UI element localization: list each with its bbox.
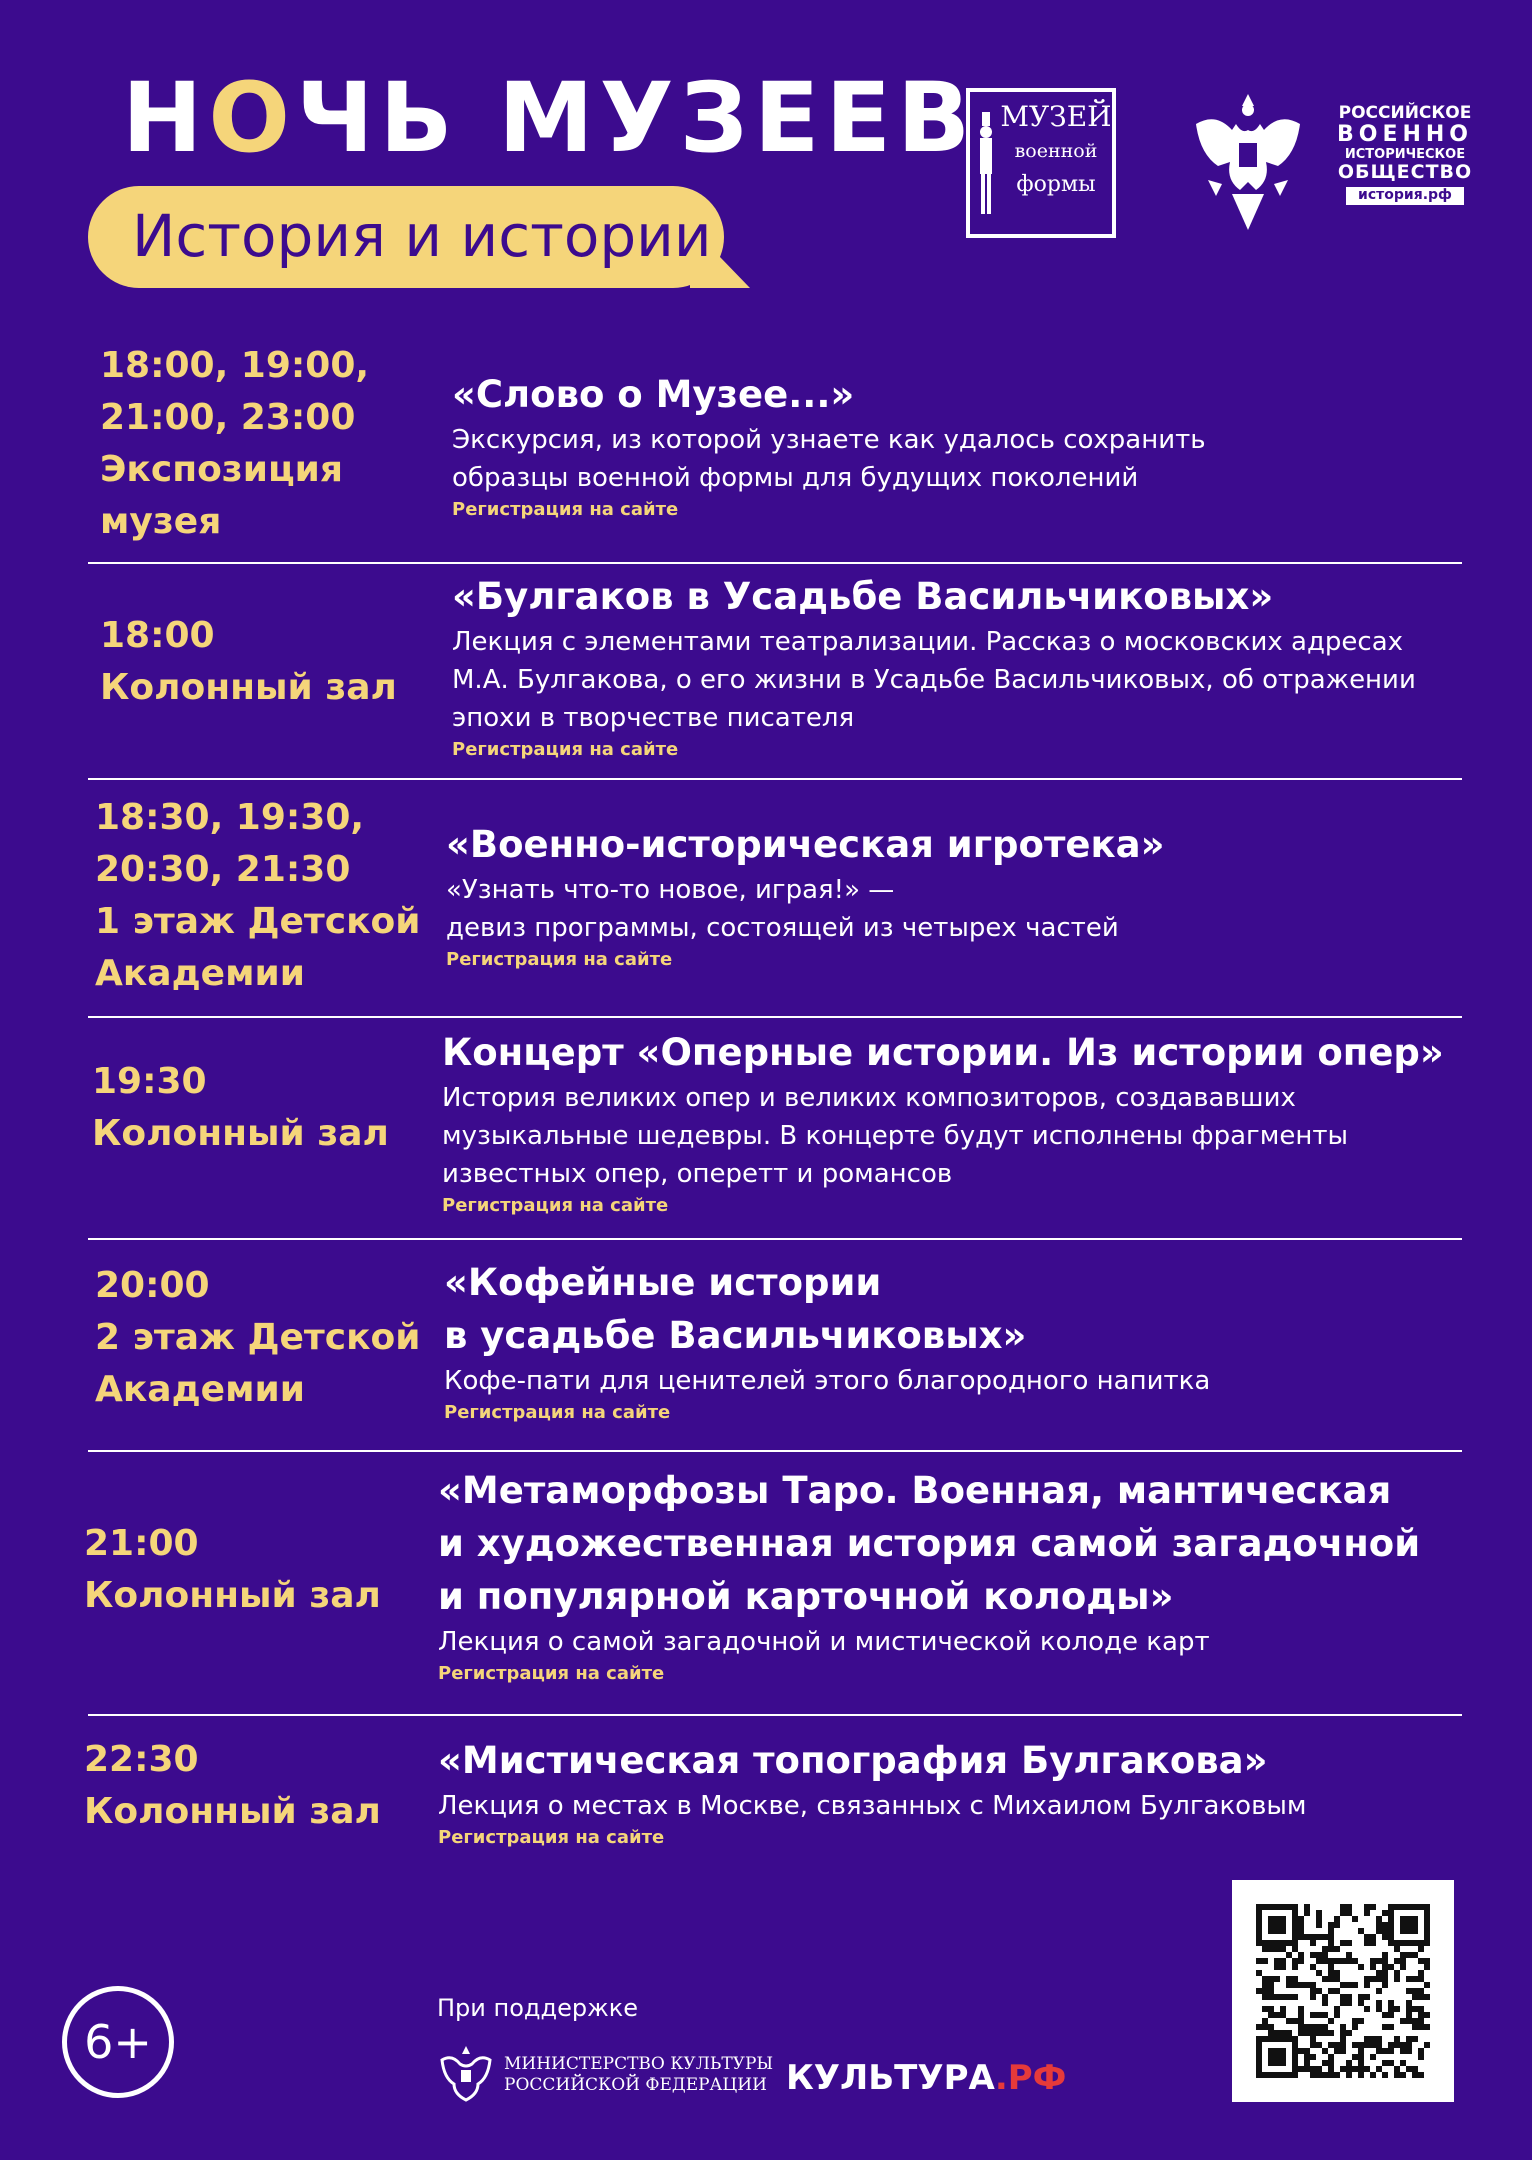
subtitle: История и истории <box>132 202 712 270</box>
divider <box>88 778 1462 780</box>
event-title: «Слово о Музее...» <box>452 373 855 416</box>
event-title: «Мистическая топография Булгакова» <box>438 1739 1268 1782</box>
event-title: «Кофейные истории <box>444 1261 882 1304</box>
museum-logo-line3: формы <box>1016 172 1096 197</box>
registration-link[interactable]: Регистрация на сайте <box>438 1663 665 1684</box>
event-details: «Мистическая топография Булгакова» Лекция о местах в Москве, связанных с Михаилом Булгаковым Регистрация на сайте <box>438 1734 1307 1851</box>
crescent-moon-letter: О <box>208 62 296 174</box>
museum-military-uniform-logo <box>966 88 1116 238</box>
registration-link[interactable]: Регистрация на сайте <box>442 1195 669 1216</box>
registration-link[interactable]: Регистрация на сайте <box>452 499 679 520</box>
kultura-rf-logo: КУЛЬТУРА.РФ <box>786 2058 1067 2098</box>
qr-code[interactable] <box>1232 1880 1454 2102</box>
event-time-location: 20:00 2 этаж Детской Академии <box>95 1265 421 1410</box>
event-title: Концерт «Оперные истории. Из истории опер» <box>442 1031 1444 1074</box>
event-time-location: 18:30, 19:30, 20:30, 21:30 1 этаж Детской Академии <box>95 797 421 994</box>
event-details: «Слово о Музее...» Экскурсия, из которой узнаете как удалось сохранить образцы военной формы для будущих поколений Регистрация на сайте <box>452 368 1206 523</box>
registration-link[interactable]: Регистрация на сайте <box>444 1402 671 1423</box>
age-rating-badge: 6+ <box>62 1986 174 2098</box>
ministry-eagle-icon <box>438 2040 494 2106</box>
event-time-location: 21:00 Колонный зал <box>84 1523 381 1616</box>
event-time-location: 22:30 Колонный зал <box>84 1739 381 1832</box>
event-time-location: 19:30 Колонный зал <box>92 1061 389 1154</box>
registration-link[interactable]: Регистрация на сайте <box>438 1827 665 1848</box>
registration-link[interactable]: Регистрация на сайте <box>446 949 673 970</box>
divider <box>88 1238 1462 1240</box>
double-headed-eagle-icon <box>1186 84 1310 238</box>
rvio-logo-text: РОССИЙСКОЕ ВОЕННО ИСТОРИЧЕСКОЕ ОБЩЕСТВО история.рф <box>1336 103 1474 204</box>
event-details: Концерт «Оперные истории. Из истории опер» История великих опер и великих композиторов, создававших музыкальные шедевры. В концерте будут исполнены фрагменты известных опер, оперетт и романсов Регистрация на сайте <box>442 1026 1444 1219</box>
event-details: «Булгаков в Усадьбе Васильчиковых» Лекция с элементами театрализации. Рассказ о московских адресах М.А. Булгакова, о его жизни в Усадьбе Васильчиковых, об отражении эпохи в творчестве писателя Регистрация на сайте <box>452 570 1416 763</box>
ministry-of-culture-logo: МИНИСТЕРСТВО КУЛЬТУРЫ РОССИЙСКОЙ ФЕДЕРАЦИИ <box>504 2054 774 2095</box>
night-of-museums-logo: НОЧЬ МУЗЕЕВ <box>122 62 977 174</box>
qr-code-icon <box>1232 1880 1454 2102</box>
event-time-location: 18:00, 19:00, 21:00, 23:00 Экспозиция музея <box>100 345 370 542</box>
divider <box>88 1450 1462 1452</box>
divider <box>88 562 1462 564</box>
event-details: «Военно-историческая игротека» «Узнать что-то новое, играя!» — девиз программы, состоящей из четырех частей Регистрация на сайте <box>446 818 1164 973</box>
museum-logo-line1: МУЗЕЙ <box>1000 100 1112 133</box>
divider <box>88 1016 1462 1018</box>
event-time-location: 18:00 Колонный зал <box>100 615 397 708</box>
support-label: При поддержке <box>437 1994 638 2022</box>
museum-logo-line2: военной <box>1014 140 1098 162</box>
event-title: «Военно-историческая игротека» <box>446 823 1165 866</box>
event-details: «Метаморфозы Таро. Военная, мантическая и художественная история самой загадочной и популярной карточной колоды» Лекция о самой загадочной и мистической колоде карт Регистрация на сайте <box>438 1464 1420 1687</box>
registration-link[interactable]: Регистрация на сайте <box>452 739 679 760</box>
rvio-site-badge: история.рф <box>1346 187 1464 205</box>
event-details: «Кофейные истории в усадьбе Васильчиковых» Кофе-пати для ценителей этого благородного напитка Регистрация на сайте <box>444 1256 1210 1426</box>
divider <box>88 1714 1462 1716</box>
event-title: «Булгаков в Усадьбе Васильчиковых» <box>452 575 1274 618</box>
soldier-icon <box>974 112 998 216</box>
event-title: «Метаморфозы Таро. Военная, мантическая <box>438 1469 1392 1512</box>
